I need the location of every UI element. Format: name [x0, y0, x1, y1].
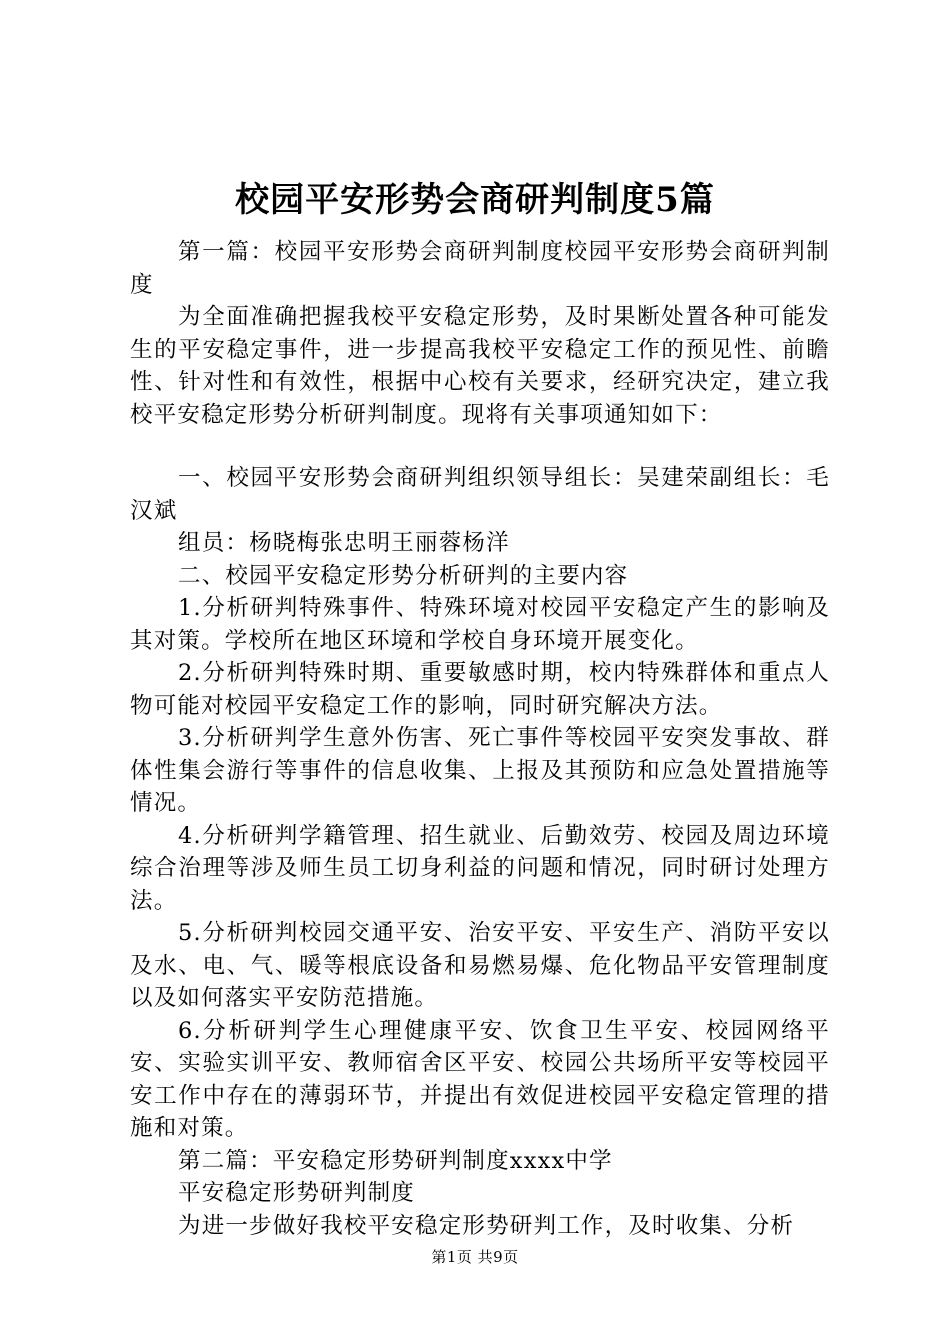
paragraph-section-two-heading: 第二篇：平安稳定形势研判制度xxxx中学	[178, 1147, 613, 1174]
paragraph-item-1: 1.分析研判特殊事件、特殊环境对校园平安稳定产生的影响及其对策。学校所在地区环境和学校自身环境开展变化。	[130, 595, 830, 654]
document-title: 校园平安形势会商研判制度5篇	[235, 180, 715, 220]
paragraph-item-4: 4.分析研判学籍管理、招生就业、后勤效劳、校园及周边环境综合治理等涉及师生员工切身利益的问题和情况，同时研讨处理方法。	[130, 822, 830, 914]
page-footer: 第1页 共9页	[431, 1248, 519, 1266]
paragraph-section-one-heading: 第一篇：校园平安形势会商研判制度校园平安形势会商研判制度	[130, 239, 830, 298]
document-body	[130, 236, 830, 1242]
paragraph-intro: 为全面准确把握我校平安稳定形势，及时果断处置各种可能发生的平安稳定事件，进一步提高我校平安稳定工作的预见性、前瞻性、针对性和有效性，根据中心校有关要求，经研究决定，建立我校平安稳定形势分析研判制度。现将有关事项通知如下：	[130, 304, 830, 428]
paragraph-item-5: 5.分析研判校园交通平安、治安平安、平安生产、消防平安以及水、电、气、暖等根底设备和易燃易爆、危化物品平安管理制度以及如何落实平安防范措施。	[130, 920, 830, 1011]
paragraph-main-content-heading: 二、校园平安稳定形势分析研判的主要内容	[178, 562, 629, 589]
paragraph-item-6: 6.分析研判学生心理健康平安、饮食卫生平安、校园网络平安、实验实训平安、教师宿舍区平安、校园公共场所平安等校园平安工作中存在的薄弱环节，并提出有效促进校园平安稳定管理的措施和对策。	[130, 1017, 830, 1141]
paragraph-item-2: 2.分析研判特殊时期、重要敏感时期，校内特殊群体和重点人物可能对校园平安稳定工作的影响，同时研究解决方法。	[130, 660, 830, 719]
paragraph-section-two-intro: 为进一步做好我校平安稳定形势研判工作，及时收集、分析	[178, 1212, 795, 1239]
paragraph-section-two-title: 平安稳定形势研判制度	[178, 1180, 416, 1206]
paragraph-leadership-group: 一、校园平安形势会商研判组织领导组长：吴建荣副组长：毛汉斌	[130, 465, 830, 524]
paragraph-item-3: 3.分析研判学生意外伤害、死亡事件等校园平安突发事故、群体性集会游行等事件的信息收集、上报及其预防和应急处置措施等情况。	[130, 725, 830, 816]
paragraph-group-members: 组员：杨晓梅张忠明王丽蓉杨洋	[178, 530, 510, 556]
